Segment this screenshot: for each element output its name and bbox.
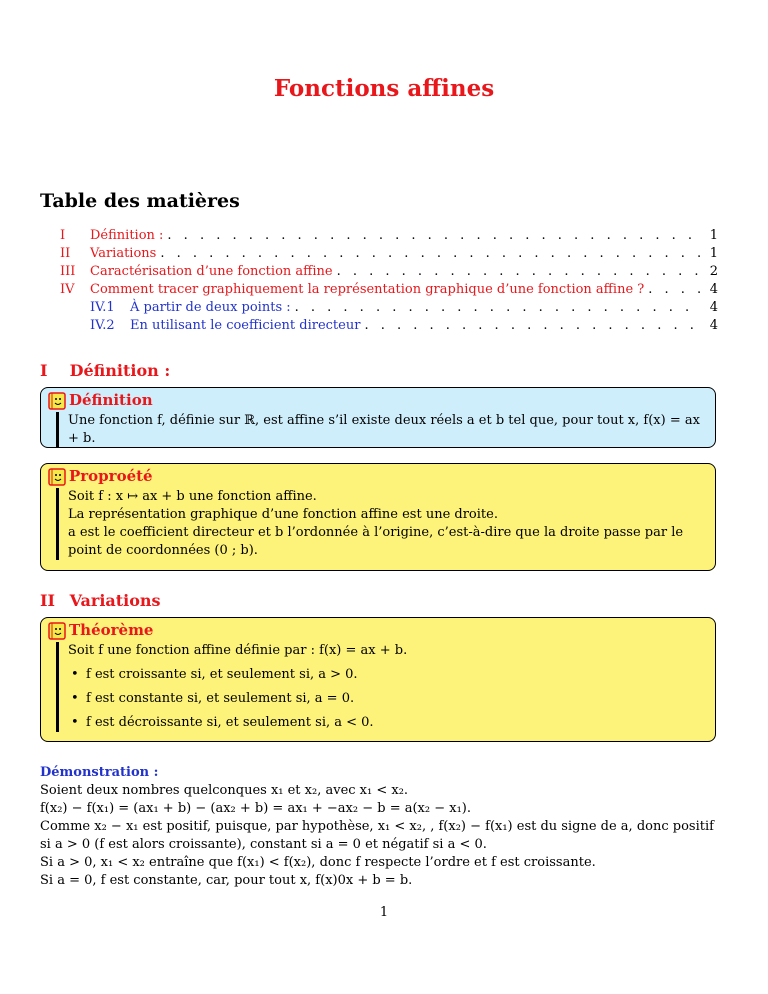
box-header: [41, 388, 715, 412]
toc-entry-number: II: [60, 246, 71, 261]
toc-leader-dots: [644, 282, 702, 297]
theorem-item: • f est croissante si, et seulement si, a > 0.: [68, 666, 709, 684]
toc-entry-number: IV.1: [90, 300, 115, 315]
theorem-item: • f est décroissante si, et seulement si, a < 0.: [68, 714, 709, 732]
toc-leader-dots: [156, 246, 702, 261]
theorem-intro: Soit f une fonction affine définie par : f(x) = ax + b.: [68, 643, 408, 658]
box-title: Théorème: [69, 621, 154, 639]
toc-entry[interactable]: [40, 282, 718, 300]
toc-entry-page: 1: [709, 246, 718, 261]
demonstration-line: Si a = 0, f est constante, car, pour tout x, f(x)0x + b = b.: [40, 873, 413, 888]
toc-entry-page: 4: [709, 300, 718, 315]
toc-entry-title[interactable]: Variations: [90, 246, 157, 261]
definition-text: Une fonction f, définie sur ℝ, est affine s’il existe deux réels a et b tel que, pour tout x, f(x) = ax + b.: [68, 413, 700, 446]
toc-leader-dots: [291, 300, 702, 315]
demonstration-title: Démonstration :: [40, 765, 159, 780]
property-line: La représentation graphique d’une fonction affine est une droite.: [68, 507, 498, 522]
box-title: Proproété: [69, 467, 153, 485]
toc-entry-number: IV: [60, 282, 75, 297]
demonstration-line: Comme x₂ − x₁ est positif, puisque, par hypothèse, x₁ < x₂, , f(x₂) − f(x₁) est du signe de a, donc positif si a > 0 (f est alors croissante), constant si a = 0 et négatif si a < 0.: [40, 819, 714, 852]
theorem-box: [40, 617, 716, 742]
toc-entry[interactable]: [40, 264, 718, 282]
toc-entry-title[interactable]: Caractérisation d’une fonction affine: [90, 264, 333, 279]
smiley-book-icon: [47, 391, 67, 411]
page-number: 1: [379, 905, 389, 920]
toc-entry-number: I: [60, 228, 66, 243]
toc-entry-title[interactable]: Définition :: [90, 228, 164, 243]
demonstration: [40, 764, 720, 890]
page-title: Fonctions affines: [273, 75, 495, 102]
toc-entry-page: 2: [709, 264, 718, 279]
box-header: [41, 464, 715, 488]
section-title: Variations: [69, 591, 161, 610]
theorem-list: [68, 666, 709, 732]
property-line: Soit f : x ↦ ax + b une fonction affine.: [68, 489, 317, 504]
box-body: [56, 488, 715, 560]
toc-leader-dots: [333, 264, 702, 279]
demonstration-line: Si a > 0, x₁ < x₂ entraîne que f(x₁) < f(x₂), donc f respecte l’ordre et f est croissante.: [40, 855, 596, 870]
demonstration-line: f(x₂) − f(x₁) = (ax₁ + b) − (ax₂ + b) = ax₁ + −ax₂ − b = a(x₂ − x₁).: [40, 801, 471, 816]
box-header: [41, 618, 715, 642]
toc-entry-title[interactable]: En utilisant le coefficient directeur: [130, 318, 361, 333]
property-box: [40, 463, 716, 571]
box-body: [56, 412, 715, 448]
toc-entry[interactable]: [40, 246, 718, 264]
toc-entry-title[interactable]: Comment tracer graphiquement la représentation graphique d’une fonction affine ?: [90, 282, 645, 297]
toc-entry-page: 4: [709, 318, 718, 333]
toc-subentry[interactable]: [40, 300, 718, 318]
toc-subentry[interactable]: [40, 318, 718, 336]
toc-entry-number: III: [60, 264, 76, 279]
toc-entry[interactable]: [40, 228, 718, 246]
section-heading-definition: [40, 361, 170, 380]
section-number: I: [40, 361, 48, 380]
section-title: Définition :: [69, 361, 171, 380]
demonstration-line: Soient deux nombres quelconques x₁ et x₂, avec x₁ < x₂.: [40, 783, 409, 798]
property-line: a est le coefficient directeur et b l’ordonnée à l’origine, c’est-à-dire que la droite passe par le point de coordonnées (0 ; b).: [68, 525, 684, 558]
toc-entry-title[interactable]: À partir de deux points :: [130, 300, 291, 315]
toc-entry-number: IV.2: [90, 318, 115, 333]
box-body: [56, 642, 715, 732]
smiley-book-icon: [47, 467, 67, 487]
toc-heading: Table des matières: [40, 190, 240, 212]
section-number: II: [40, 591, 55, 610]
table-of-contents: [40, 228, 718, 336]
toc-entry-page: 4: [709, 282, 718, 297]
box-title: Définition: [69, 391, 153, 409]
theorem-item: • f est constante si, et seulement si, a = 0.: [68, 690, 709, 708]
toc-entry-page: 1: [709, 228, 718, 243]
toc-leader-dots: [360, 318, 702, 333]
definition-box: [40, 387, 716, 448]
toc-leader-dots: [163, 228, 702, 243]
smiley-book-icon: [47, 621, 67, 641]
section-heading-variations: [40, 591, 161, 610]
